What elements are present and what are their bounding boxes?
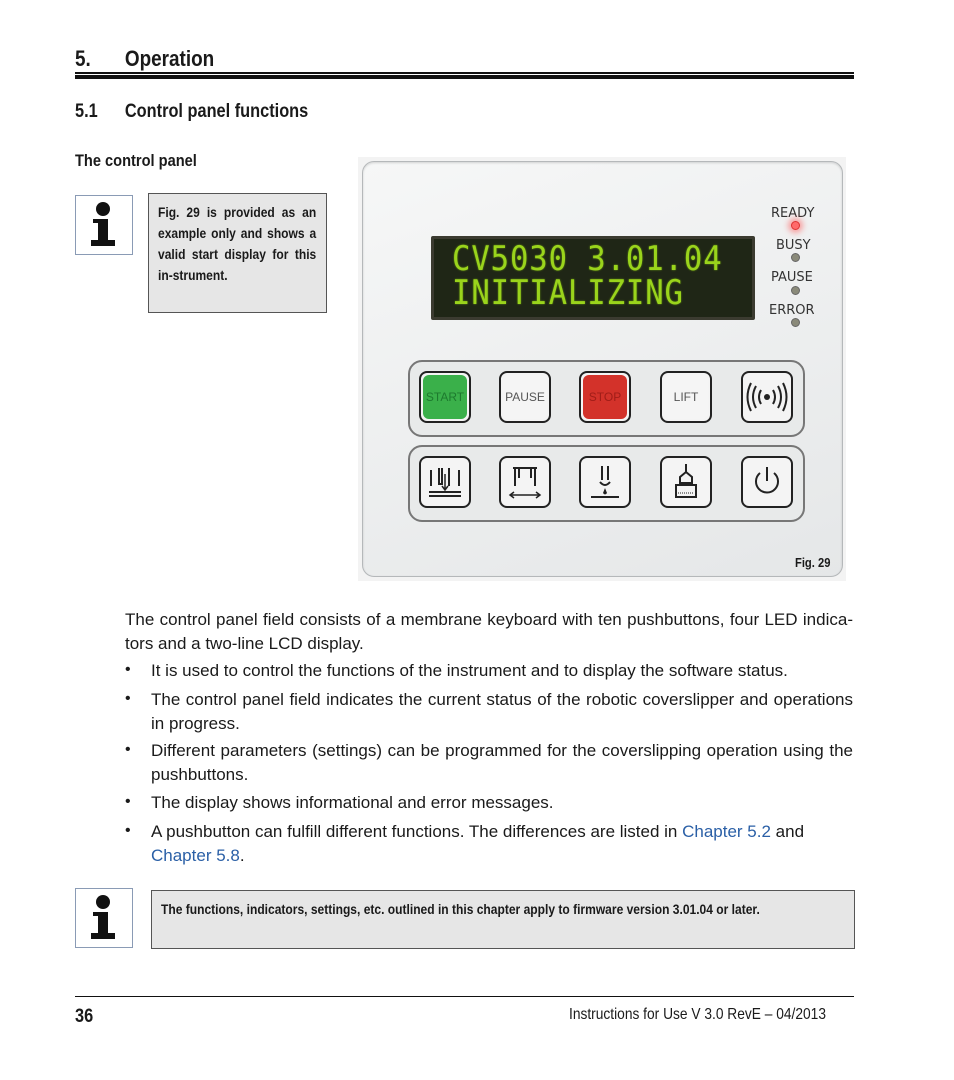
- start-button[interactable]: [419, 371, 471, 423]
- bullet-text: and: [770, 822, 805, 841]
- subheading: The control panel: [75, 151, 197, 170]
- lcd-display: [431, 236, 755, 320]
- note-box: [148, 193, 327, 313]
- bullet-item: The control panel field indicates the current status of the robotic coverslipper and operations in progress.: [151, 690, 853, 733]
- bullet-marker: •: [125, 690, 131, 707]
- note-text: The functions, indicators, settings, etc. outlined in this chapter apply to firmware version 3.01.04 or later.: [161, 901, 760, 917]
- button-row-1: [408, 360, 805, 437]
- page-number: 36: [75, 1006, 94, 1027]
- tray-fill-button[interactable]: [660, 456, 712, 508]
- gripper-width-icon: [505, 464, 545, 500]
- section-number: 5.1: [75, 101, 98, 122]
- lcd-line-1: CV5030 3.01.04: [452, 239, 723, 279]
- lift-button[interactable]: [660, 371, 712, 423]
- signal-button[interactable]: [741, 371, 793, 423]
- control-panel-plate: [362, 161, 843, 577]
- section-title: Control panel functions: [124, 101, 309, 122]
- led-label-error: ERROR: [769, 303, 815, 318]
- stop-label: STOP: [583, 375, 627, 419]
- pause-label: PAUSE: [503, 375, 547, 419]
- bullet-item: It is used to control the functions of the instrument and to display the software status.: [151, 661, 788, 680]
- chapter-heading: [75, 46, 214, 72]
- bullet-marker: •: [125, 741, 131, 758]
- bullet-item: Different parameters (settings) can be programmed for the coverslipping operation using the pushbuttons.: [151, 741, 853, 784]
- section-heading: [75, 101, 308, 123]
- bullet-text: A pushbutton can fulfill different functions. The differences are listed in: [151, 822, 683, 841]
- info-icon: [75, 195, 133, 255]
- led-error: [791, 318, 800, 327]
- lcd-line-2: INITIALIZING: [452, 273, 684, 313]
- stop-button[interactable]: [579, 371, 631, 423]
- led-label-ready: READY: [771, 206, 815, 221]
- bullet-marker: •: [125, 793, 131, 810]
- footer-rule: [75, 996, 854, 997]
- chapter-title: Operation: [124, 46, 215, 71]
- power-button[interactable]: [741, 456, 793, 508]
- control-panel-figure: [358, 157, 846, 581]
- led-ready: [791, 221, 800, 230]
- lift-in-icon: [425, 464, 465, 500]
- signal-icon: [745, 382, 789, 412]
- intro-paragraph: The control panel field consists of a membrane keyboard with ten pushbuttons, four LED indica-tors and a two-line LCD display.: [125, 610, 853, 653]
- chapter-5-2-link[interactable]: Chapter 5.2: [682, 822, 771, 841]
- note-box: [151, 890, 855, 949]
- info-icon: [75, 888, 133, 948]
- button-row-2: [408, 445, 805, 522]
- led-label-busy: BUSY: [776, 238, 811, 253]
- power-icon: [747, 464, 787, 500]
- chapter-5-8-link[interactable]: Chapter 5.8: [151, 846, 240, 865]
- pause-button[interactable]: [499, 371, 551, 423]
- bullet-marker: •: [125, 822, 131, 839]
- bullet-marker: •: [125, 661, 131, 678]
- tray-fill-icon: [666, 463, 706, 501]
- bullet-item: The display shows informational and error messages.: [151, 793, 554, 812]
- lift-in-button[interactable]: [419, 456, 471, 508]
- start-label: START: [423, 375, 467, 419]
- led-label-pause: PAUSE: [771, 270, 813, 285]
- dispense-icon: [585, 464, 625, 500]
- note-text: Fig. 29 is provided as an example only and shows a valid start display for this in-strument.: [158, 204, 317, 283]
- chapter-number: 5.: [75, 46, 91, 71]
- bullet-item: [151, 820, 853, 868]
- figure-label: Fig. 29: [795, 555, 831, 570]
- gripper-width-button[interactable]: [499, 456, 551, 508]
- lift-label: LIFT: [664, 375, 708, 419]
- chapter-rule: [75, 72, 854, 79]
- bullet-text: .: [239, 846, 245, 865]
- led-pause: [791, 286, 800, 295]
- led-busy: [791, 253, 800, 262]
- dispense-button[interactable]: [579, 456, 631, 508]
- footer-text: Instructions for Use V 3.0 RevE – 04/2013: [569, 1006, 826, 1023]
